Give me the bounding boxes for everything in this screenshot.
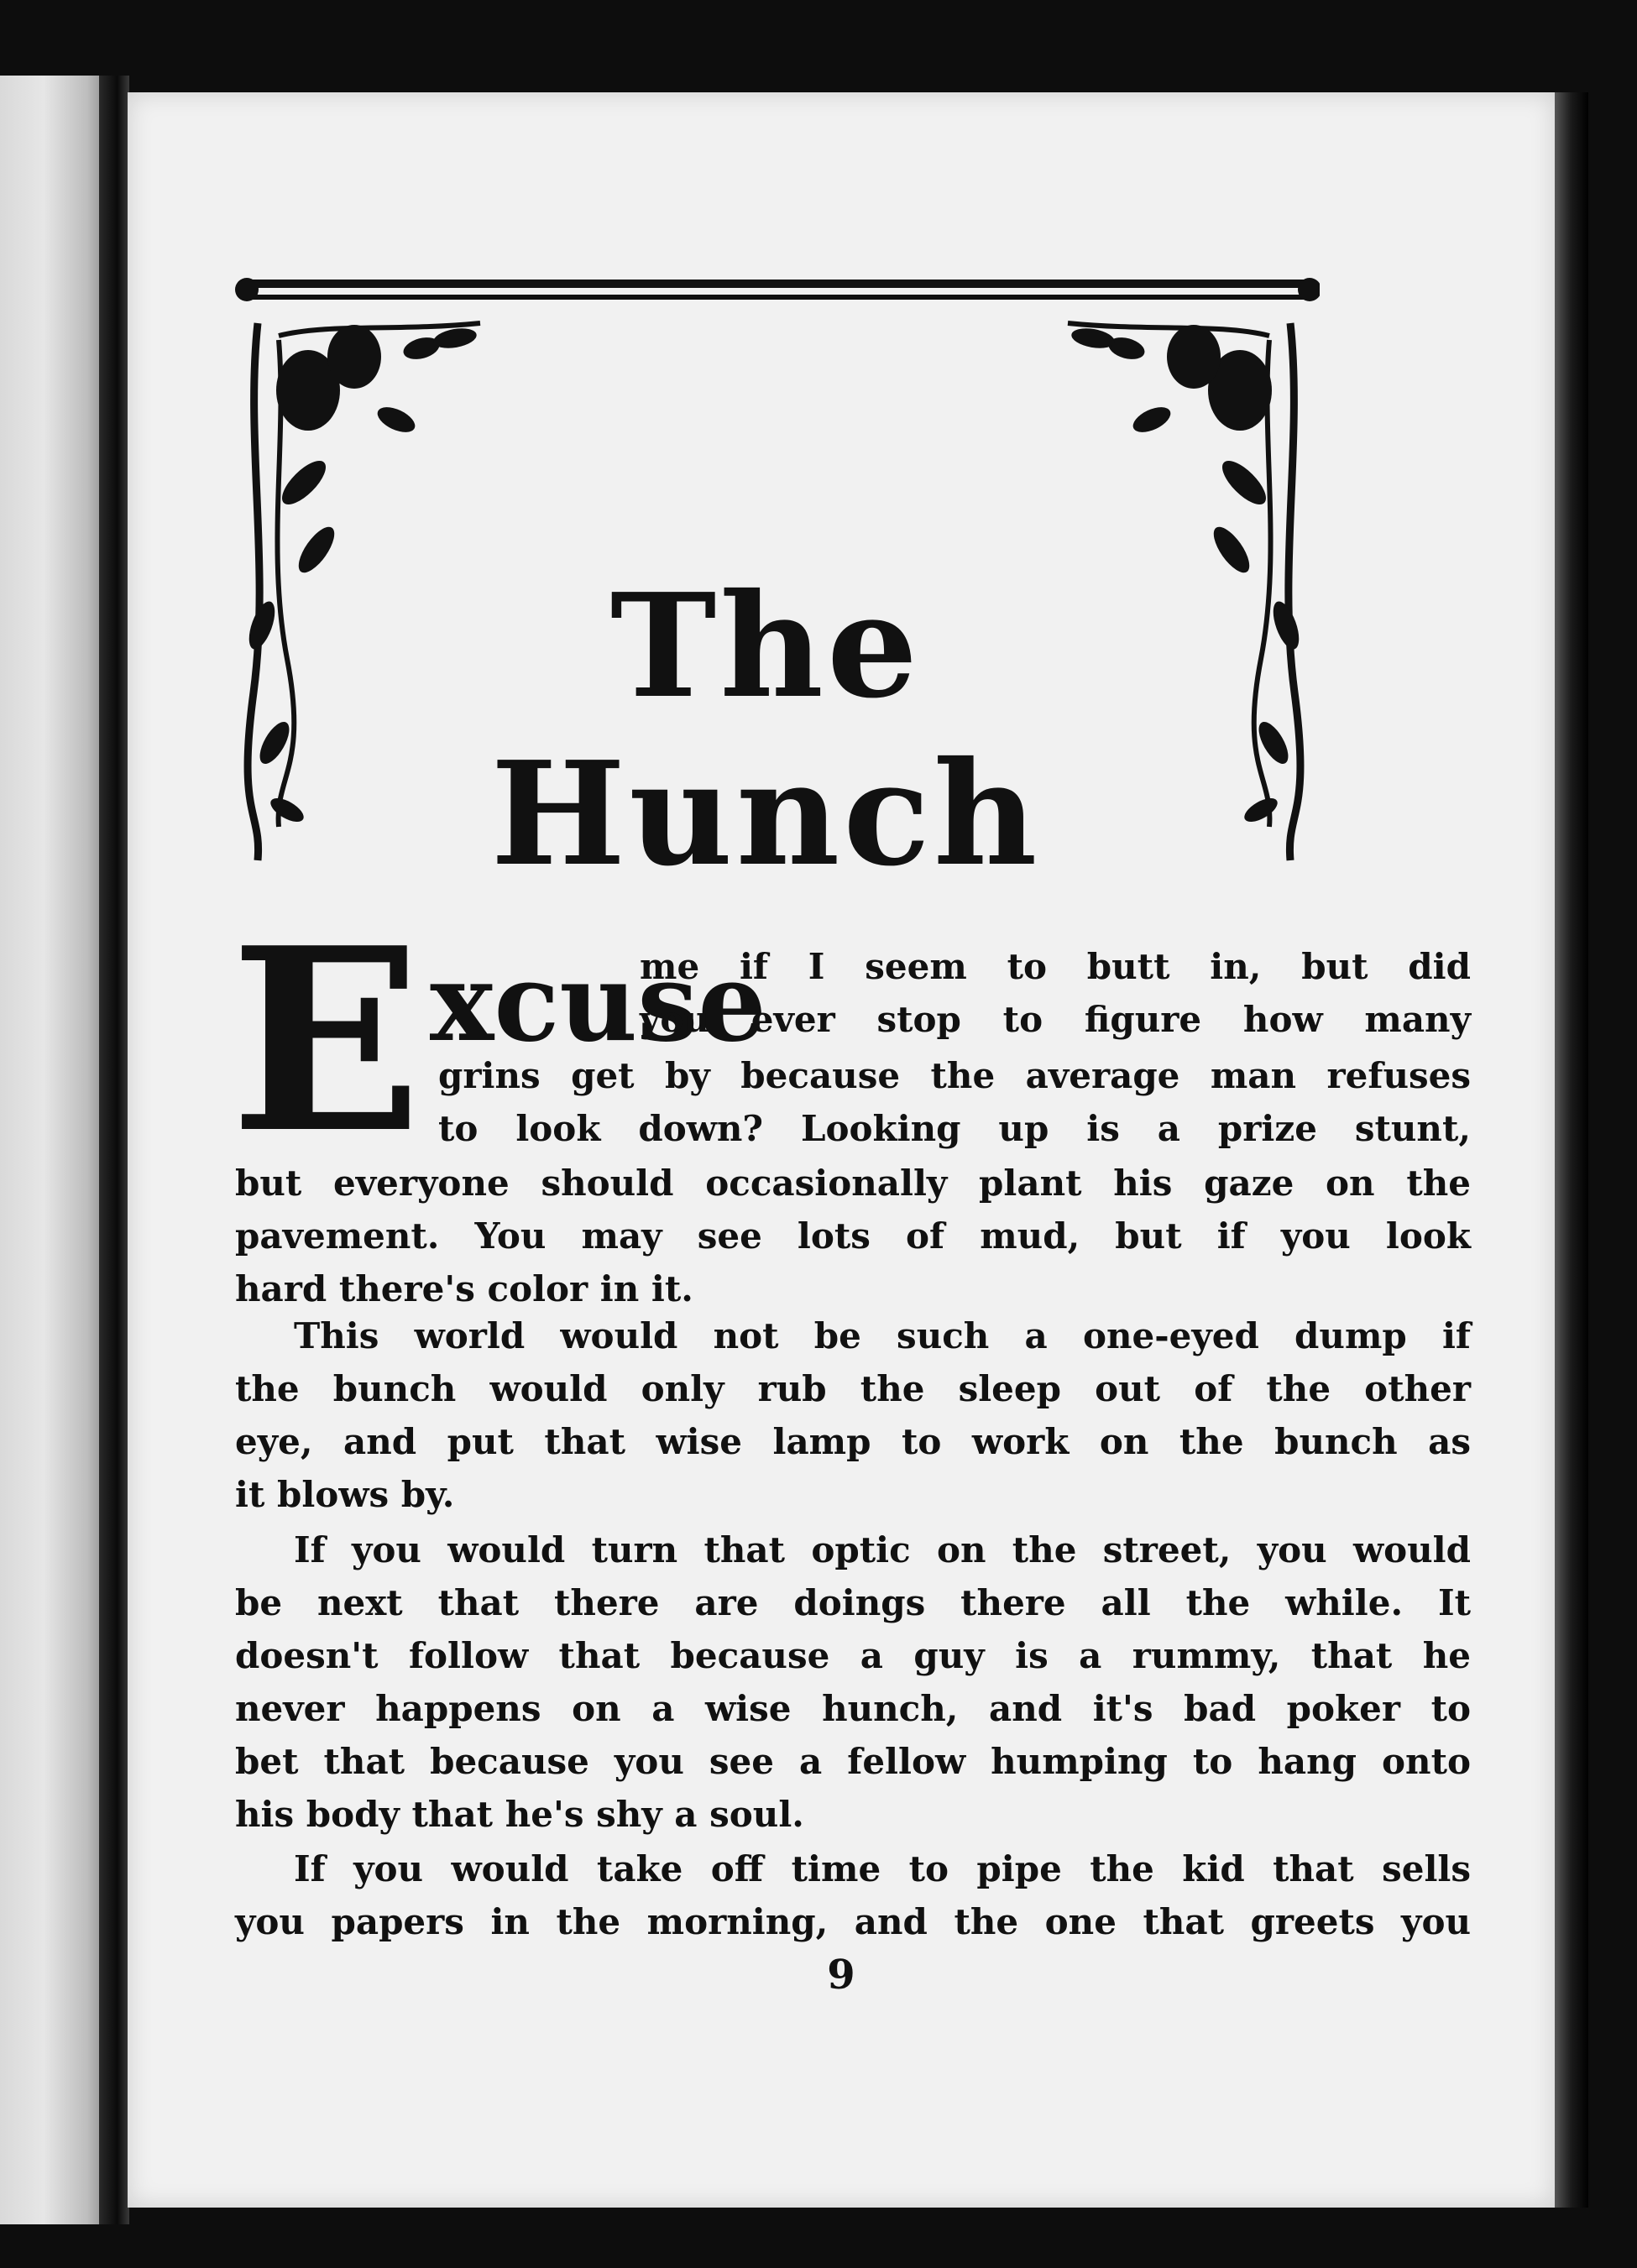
text-line: This world would not be such a one-eyed dump if <box>294 1315 1471 1356</box>
text-line: the bunch would only rub the sleep out of the other <box>235 1368 1471 1409</box>
paragraph-1-full <box>235 1157 1471 1315</box>
text-line: it blows by. <box>235 1474 455 1515</box>
text-line: but everyone should occasionally plant his gaze on the <box>235 1163 1471 1204</box>
paragraph-1-indented <box>640 940 1471 1046</box>
text-line: bet that because you see a fellow humping to hang onto <box>235 1741 1471 1782</box>
text-line: doesn't follow that because a guy is a rummy, that he <box>235 1635 1471 1676</box>
text-line: to look down? Looking up is a prize stunt, <box>438 1108 1471 1149</box>
text-line: you ever stop to figure how many <box>640 999 1471 1040</box>
paragraph-4 <box>235 1842 1471 1948</box>
text-line: be next that there are doings there all the while. It <box>235 1582 1471 1623</box>
text-line: his body that he's shy a soul. <box>235 1794 804 1835</box>
text-line: pavement. You may see lots of mud, but if you look <box>235 1215 1471 1257</box>
paragraph-2 <box>235 1309 1471 1521</box>
book-page <box>128 92 1555 2208</box>
text-line: hard there's color in it. <box>235 1268 693 1309</box>
book-cover-edge <box>1555 92 1588 2208</box>
chapter-title: The Hunch <box>490 562 1041 898</box>
left-page-edge <box>0 76 109 2224</box>
drop-cap-letter: E <box>230 892 422 1189</box>
text-line: me if I seem to butt in, but did <box>640 946 1471 987</box>
text-line: If you would turn that optic on the street, you would <box>294 1529 1471 1570</box>
drop-cap-word-rest: xcuse <box>430 940 766 1066</box>
paragraph-3 <box>235 1523 1471 1841</box>
page-number: 9 <box>827 1952 855 1999</box>
text-line: If you would take off time to pipe the kid that sells <box>294 1848 1471 1889</box>
text-line: never happens on a wise hunch, and it's bad poker to <box>235 1688 1471 1729</box>
text-line: eye, and put that wise lamp to work on the bunch as <box>235 1421 1471 1462</box>
text-line: grins get by because the average man refuses <box>438 1055 1471 1096</box>
paragraph-1-indented-lower <box>438 1049 1471 1155</box>
book-gutter <box>99 76 129 2224</box>
text-line: you papers in the morning, and the one that greets you <box>235 1901 1471 1942</box>
